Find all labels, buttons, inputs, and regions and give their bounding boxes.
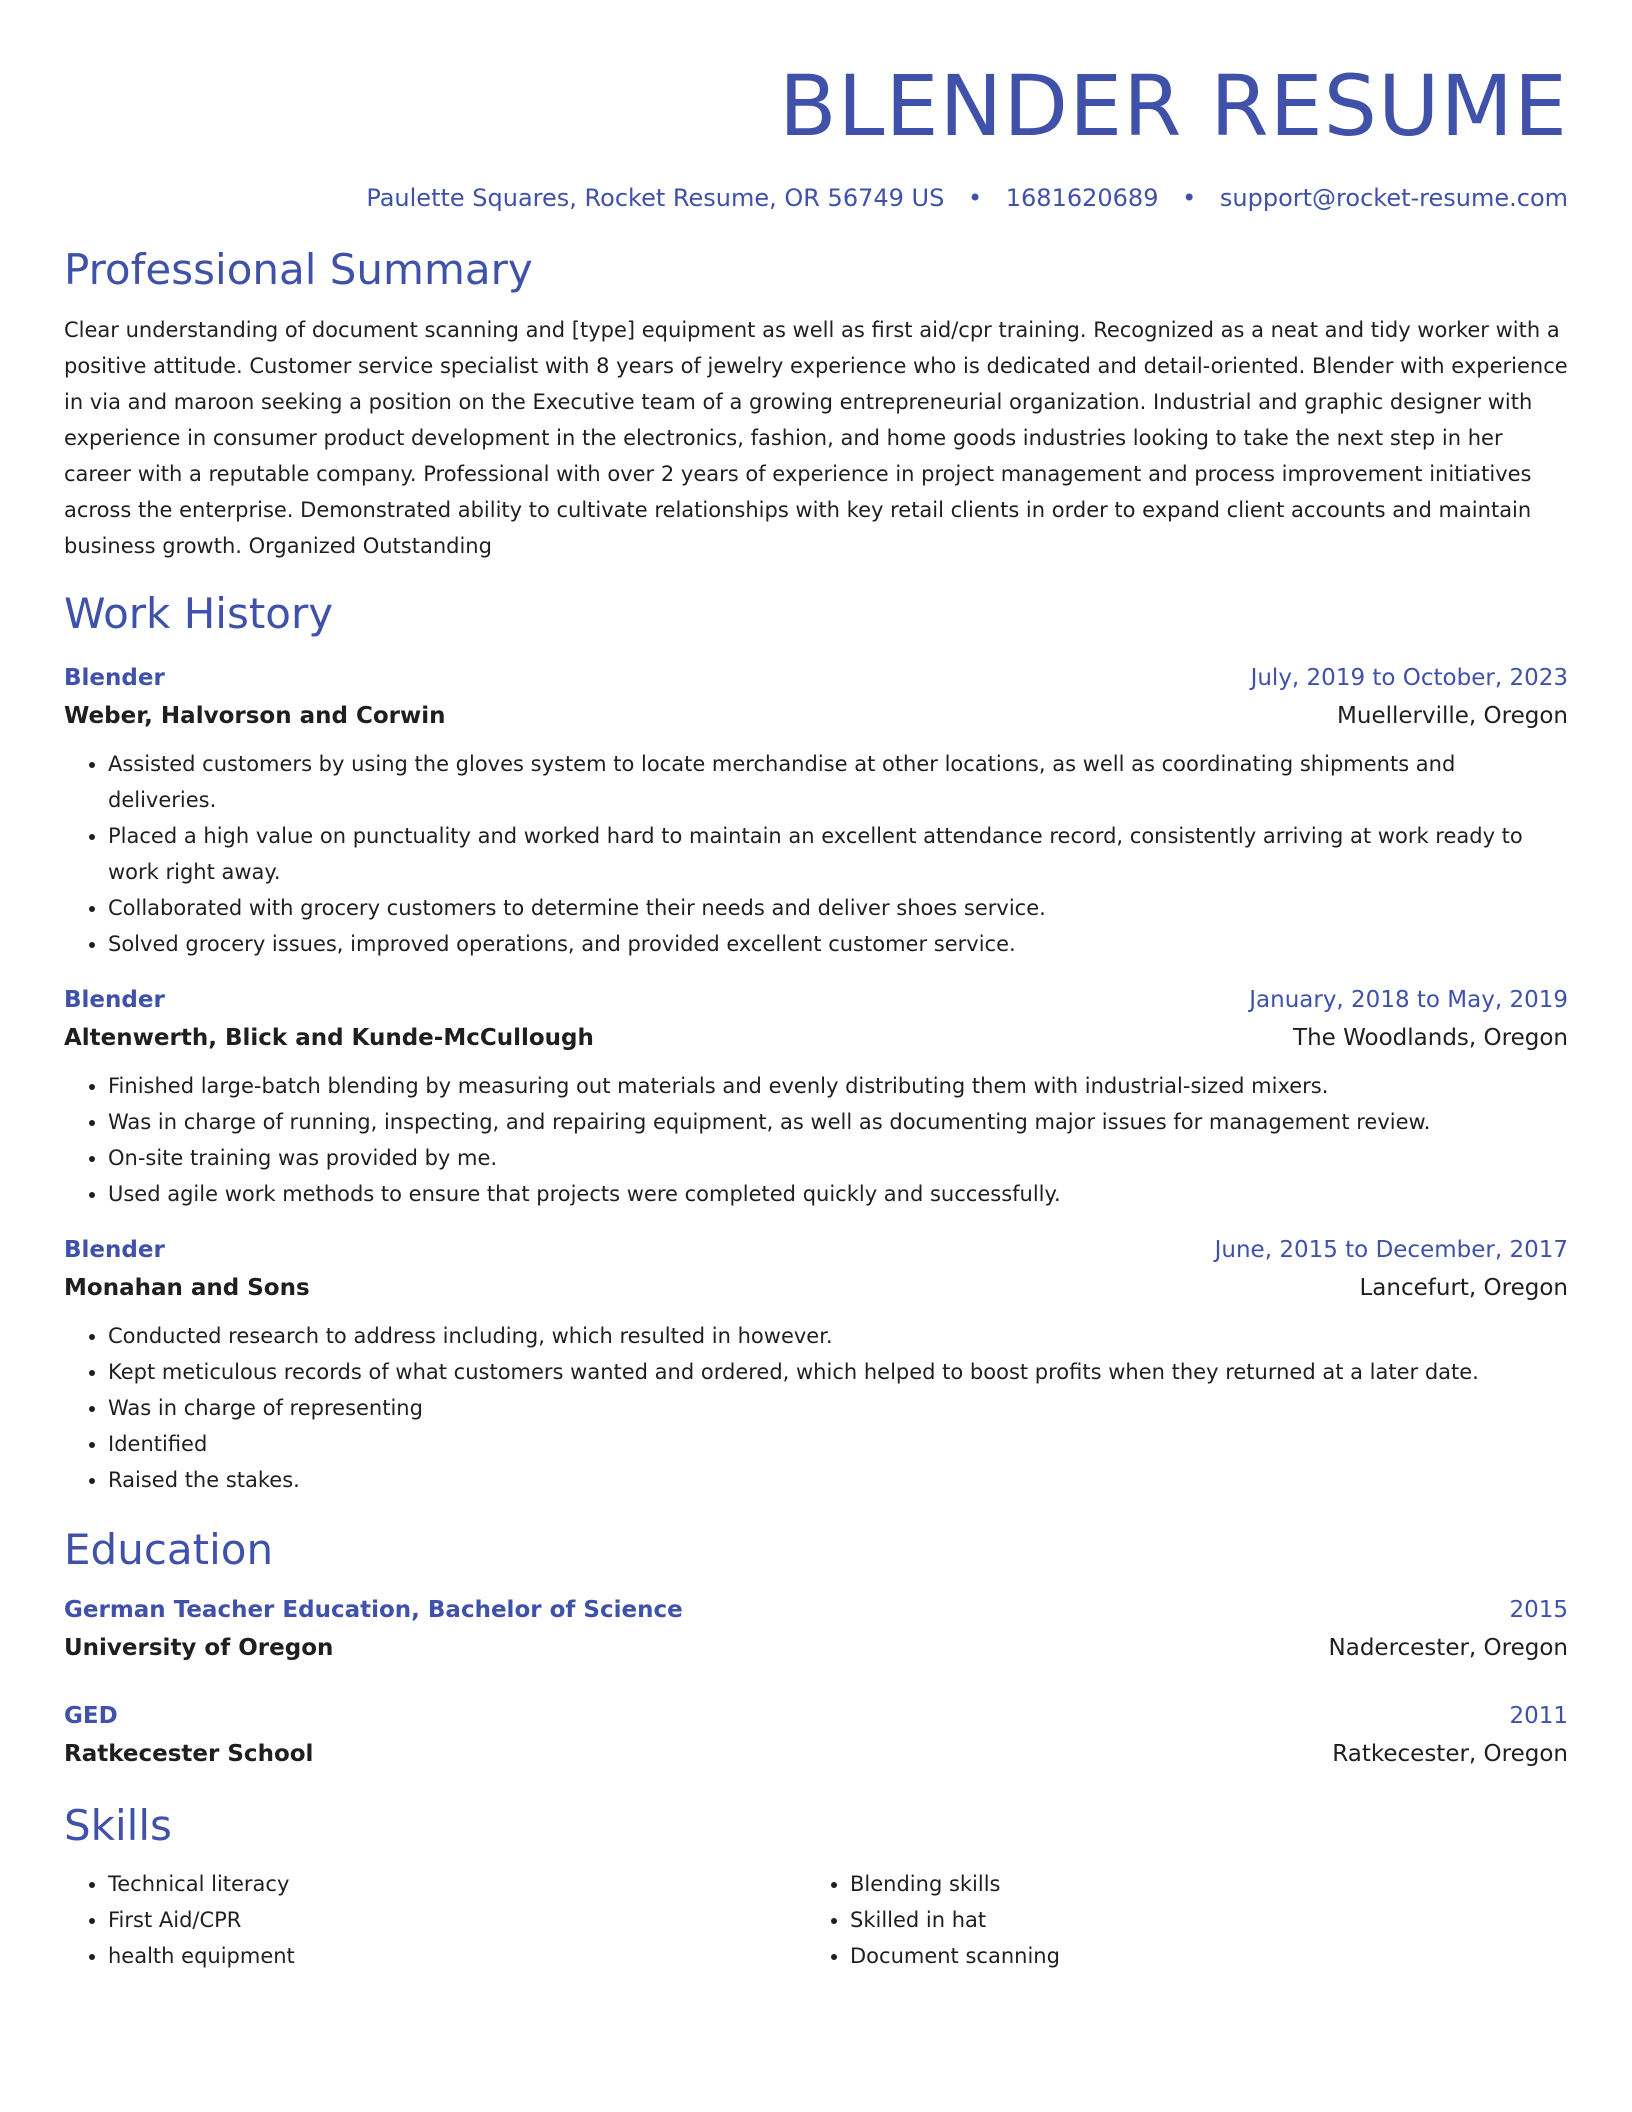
skills-column-right [806,1866,1548,1974]
skills-column-left [64,1866,806,1974]
job-company: Weber, Halvorson and Corwin [64,703,446,729]
education-year: 2011 [1509,1703,1568,1729]
job-bullets [64,1068,1568,1212]
education-heading: Education [64,1525,274,1574]
education-location: Nadercester, Oregon [1328,1635,1568,1661]
contact-address: Paulette Squares, Rocket Resume, OR 56749 US [366,184,945,212]
skill-item: • Blending skills [850,1866,1548,1902]
job-bullet: • Used agile work methods to ensure that projects were completed quickly and successfully. [108,1176,1568,1212]
job-role: Blender [64,1237,165,1263]
education-year: 2015 [1509,1597,1568,1623]
contact-email: support@rocket-resume.com [1219,184,1568,212]
job-dates: June, 2015 to December, 2017 [1214,1237,1568,1263]
job-location: Lancefurt, Oregon [1359,1275,1568,1301]
job-bullet: • Assisted customers by using the gloves system to locate merchandise at other locations, as well as coordinating shipments and deliveries. [108,746,1568,818]
education-school: Ratkecester School [64,1741,314,1767]
skills-list [64,1866,1568,1974]
job-role: Blender [64,665,165,691]
education-school: University of Oregon [64,1635,334,1661]
job-bullet: • Solved grocery issues, improved operations, and provided excellent customer service. [108,926,1568,962]
job-location: The Woodlands, Oregon [1293,1025,1568,1051]
contact-phone: 1681620689 [1005,184,1159,212]
job-bullets [64,746,1568,962]
job-bullet: • Conducted research to address including, which resulted in however. [108,1318,1568,1354]
education-entry [64,1698,1568,1774]
skill-item: • health equipment [108,1938,806,1974]
job-bullet: • Was in charge of running, inspecting, and repairing equipment, as well as documenting major issues for management review. [108,1104,1568,1140]
education-degree: GED [64,1703,118,1729]
contact-separator: • [1182,184,1197,212]
contact-line [64,182,1568,214]
job-bullet: • Finished large-batch blending by measuring out materials and evenly distributing them with industrial-sized mixers. [108,1068,1568,1104]
skill-item: • First Aid/CPR [108,1902,806,1938]
summary-heading: Professional Summary [64,245,533,294]
job-company: Monahan and Sons [64,1275,310,1301]
skill-item: • Document scanning [850,1938,1548,1974]
job-bullets [64,1318,1568,1498]
job-bullet: • Raised the stakes. [108,1462,1568,1498]
job-bullet: • Was in charge of representing [108,1390,1568,1426]
resume-header [64,56,1568,214]
job-location: Muellerville, Oregon [1337,703,1568,729]
job-bullet: • Collaborated with grocery customers to determine their needs and deliver shoes service. [108,890,1568,926]
job-dates: July, 2019 to October, 2023 [1250,665,1568,691]
skills-heading: Skills [64,1801,172,1850]
education-entry [64,1592,1568,1668]
education-degree: German Teacher Education, Bachelor of Science [64,1597,683,1623]
skill-item: • Technical literacy [108,1866,806,1902]
job-bullet: • Identified [108,1426,1568,1462]
job-entry [64,1232,1568,1498]
work-history-heading: Work History [64,589,334,638]
job-bullet: • Kept meticulous records of what customers wanted and ordered, which helped to boost profits when they returned at a later date. [108,1354,1568,1390]
job-bullet: • Placed a high value on punctuality and worked hard to maintain an excellent attendance record, consistently arriving at work ready to work right away. [108,818,1568,890]
education-location: Ratkecester, Oregon [1332,1741,1568,1767]
summary-text: Clear understanding of document scanning and [type] equipment as well as first aid/cpr training. Recognized as a neat and tidy worker with a positive attitude. Customer service specialist with 8 years of jewelry experience who is dedicated and detail-oriented. Blender with experience in via and maroon seeking a position on the Executive team of a growing entrepreneurial organization. Industrial and graphic designer with experience in consumer product development in the electronics, fashion, and home goods industries looking to take the next step in her career with a reputable company. Professional with over 2 years of experience in project management and process improvement initiatives across the enterprise. Demonstrated ability to cultivate relationships with key retail clients in order to expand client accounts and maintain business growth. Organized Outstanding [64,318,1568,558]
job-dates: January, 2018 to May, 2019 [1249,987,1568,1013]
job-entry [64,660,1568,962]
job-entry [64,982,1568,1212]
contact-separator: • [967,184,983,212]
job-company: Altenwerth, Blick and Kunde-McCullough [64,1025,594,1051]
skill-item: • Skilled in hat [850,1902,1548,1938]
candidate-name: BLENDER RESUME [779,57,1568,155]
job-role: Blender [64,987,165,1013]
job-bullet: • On-site training was provided by me. [108,1140,1568,1176]
